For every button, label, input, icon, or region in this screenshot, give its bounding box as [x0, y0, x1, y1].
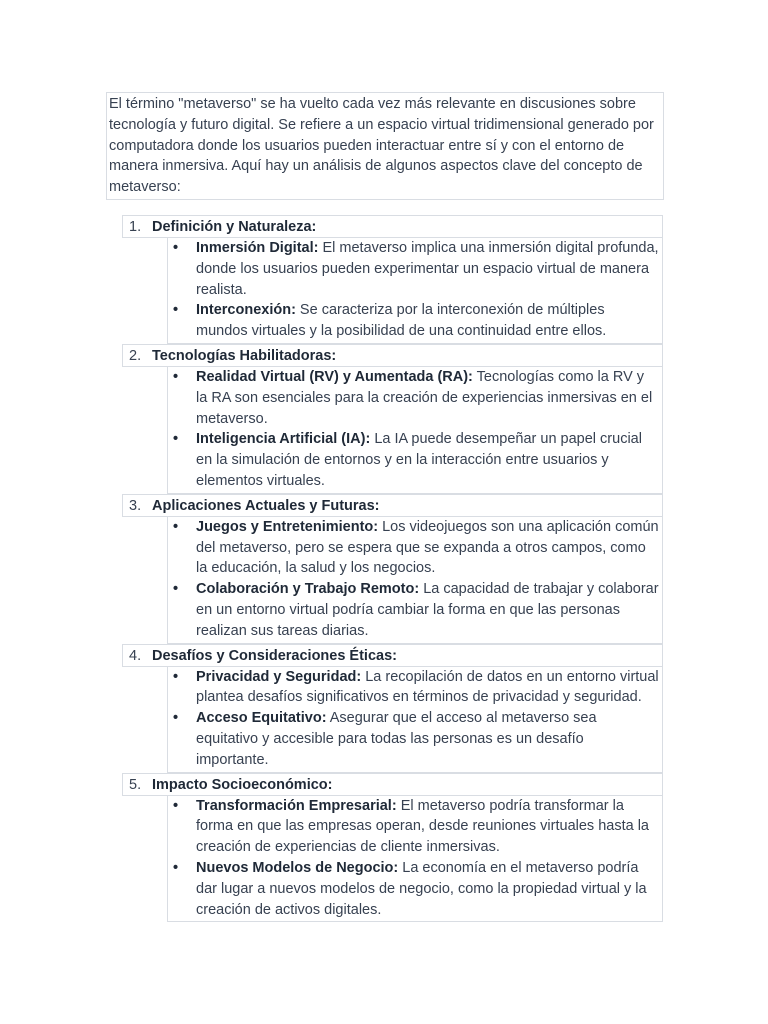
sub-item-title: Nuevos Modelos de Negocio: [196, 859, 399, 876]
sub-item-title: Colaboración y Trabajo Remoto: [196, 581, 420, 598]
section-title: Desafíos y Consideraciones Éticas: [152, 647, 397, 664]
list-item [106, 644, 663, 773]
sub-item-title: Juegos y Entretenimiento: [196, 518, 379, 535]
section-title: Tecnologías Habilitadoras: [152, 347, 337, 364]
bullet-icon: • [173, 797, 179, 814]
section-number: 1. [129, 219, 142, 235]
sub-item-text: El metaverso podría transformar la forma en que las empresas operan, desde reuniones virtuales hasta la creación de experiencias de cliente inmersivas. [196, 797, 649, 856]
bullet-icon: • [173, 668, 179, 685]
sub-item [173, 796, 659, 858]
sub-item-text: La recopilación de datos en un entorno virtual plantea desafíos significativos en términos de privacidad y seguridad. [196, 668, 659, 706]
section-title: Aplicaciones Actuales y Futuras: [152, 497, 380, 514]
sub-list [167, 238, 663, 344]
section-number: 3. [129, 497, 142, 514]
intro-paragraph: El término "metaverso" se ha vuelto cada vez más relevante en discusiones sobre tecnología y futuro digital. Se refiere a un espacio virtual tridimensional generado por computadora donde los usuarios pueden interactuar entre sí y con el entorno de manera inmersiva. Aquí hay un análisis de algunos aspectos clave del concepto de metaverso: [106, 92, 664, 200]
sub-item-text: Tecnologías como la RV y la RA son esenciales para la creación de experiencias inmersivas en el metaverso. [196, 368, 653, 427]
sub-item-text: Asegurar que el acceso al metaverso sea equitativo y accesible para todas las personas es un desafío importante. [196, 710, 597, 768]
sub-item [173, 667, 659, 709]
bullet-icon: • [173, 368, 179, 385]
sub-item-text: El metaverso implica una inmersión digital profunda, donde los usuarios pueden experimentar un espacio virtual de manera realista. [196, 240, 659, 298]
sub-item-text: Los videojuegos son una aplicación común del metaverso, pero se espera que se expanda a otros campos, como la educación, la salud y los negocios. [196, 518, 659, 577]
section-number: 2. [129, 347, 142, 364]
list-item [106, 494, 663, 644]
sub-item-text: La capacidad de trabajar y colaborar en un entorno virtual podría cambiar la forma en que las personas realizan sus tareas diarias. [196, 581, 659, 639]
sub-item [173, 429, 659, 491]
section-heading [122, 344, 663, 367]
sub-item-title: Inmersión Digital: [196, 240, 319, 256]
list-item [106, 344, 663, 494]
bullet-icon: • [173, 518, 179, 535]
sub-item-text: La IA puede desempeñar un papel crucial en la simulación de entornos y en la interacción entre usuarios y elementos virtuales. [196, 431, 642, 489]
sub-list [167, 667, 663, 773]
sub-item-title: Acceso Equitativo: [196, 710, 327, 727]
sub-item-text: Se caracteriza por la interconexión de múltiples mundos virtuales y la posibilidad de una continuidad entre ellos. [196, 302, 607, 340]
sub-item-title: Interconexión: [196, 302, 296, 319]
sub-item-title: Transformación Empresarial: [196, 797, 397, 814]
section-title: Impacto Socioeconómico: [152, 776, 333, 793]
section-heading [122, 215, 663, 238]
sub-item [173, 579, 659, 641]
bullet-icon: • [173, 302, 179, 319]
bullet-icon: • [173, 859, 179, 876]
list-item [106, 215, 663, 344]
sub-item-text: La economía en el metaverso podría dar lugar a nuevos modelos de negocio, como la propiedad virtual y la creación de activos digitales. [196, 859, 647, 918]
sub-item [173, 517, 659, 579]
list-item [106, 773, 663, 923]
aspects-list [106, 215, 663, 922]
bullet-icon: • [173, 581, 179, 598]
bullet-icon: • [173, 240, 179, 256]
sub-item [173, 238, 659, 300]
section-title: Definición y Naturaleza: [152, 219, 317, 235]
bullet-icon: • [173, 431, 179, 448]
sub-list [167, 367, 663, 494]
sub-item [173, 858, 659, 920]
section-heading [122, 644, 663, 667]
bullet-icon: • [173, 710, 179, 727]
sub-item [173, 708, 659, 770]
section-number: 5. [129, 776, 142, 793]
sub-list [167, 796, 663, 923]
section-number: 4. [129, 647, 142, 664]
sub-item [173, 300, 659, 342]
sub-list [167, 517, 663, 644]
sub-item [173, 367, 659, 429]
sub-item-title: Inteligencia Artificial (IA): [196, 431, 371, 448]
sub-item-title: Realidad Virtual (RV) y Aumentada (RA): [196, 368, 473, 385]
sub-item-title: Privacidad y Seguridad: [196, 668, 362, 685]
section-heading [122, 773, 663, 796]
section-heading [122, 494, 663, 517]
